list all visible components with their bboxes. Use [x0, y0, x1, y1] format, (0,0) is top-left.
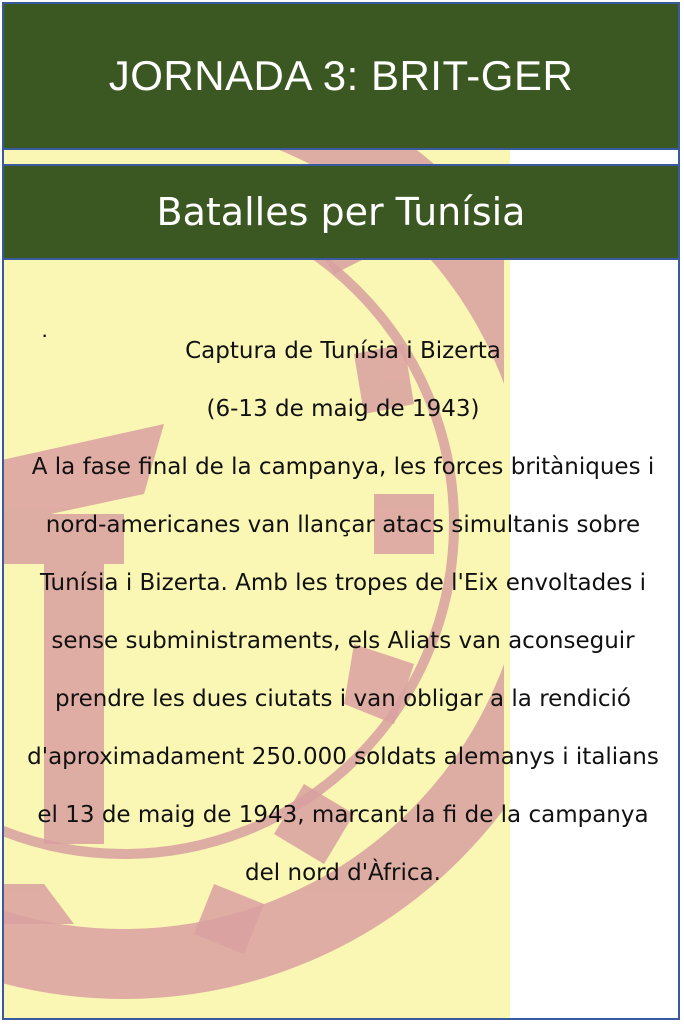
page-title: JORNADA 3: BRIT-GER	[108, 52, 574, 99]
content-heading: Captura de Tunísia i Bizerta	[185, 338, 501, 364]
page-header	[4, 4, 678, 150]
section-header	[4, 164, 678, 260]
content-dates: (6-13 de maig de 1943)	[206, 396, 480, 422]
content-block	[18, 322, 668, 902]
section-title: Batalles per Tunísia	[156, 190, 526, 234]
card	[2, 2, 680, 1020]
content-body: A la fase final de la campanya, les forces britàniques i nord-americanes van llançar atacs simultanis sobre Tunísia i Bizerta. Amb les tropes de l'Eix envoltades i sense subministraments, els Aliats van aconseguir prendre les dues ciutats i van obligar a la rendició d'aproximadament 250.000 soldats alemanys i italians el 13 de maig de 1943, marcant la fi de la campanya del nord d'Àfrica.	[27, 454, 659, 886]
bullet-dot: ·	[41, 322, 49, 347]
